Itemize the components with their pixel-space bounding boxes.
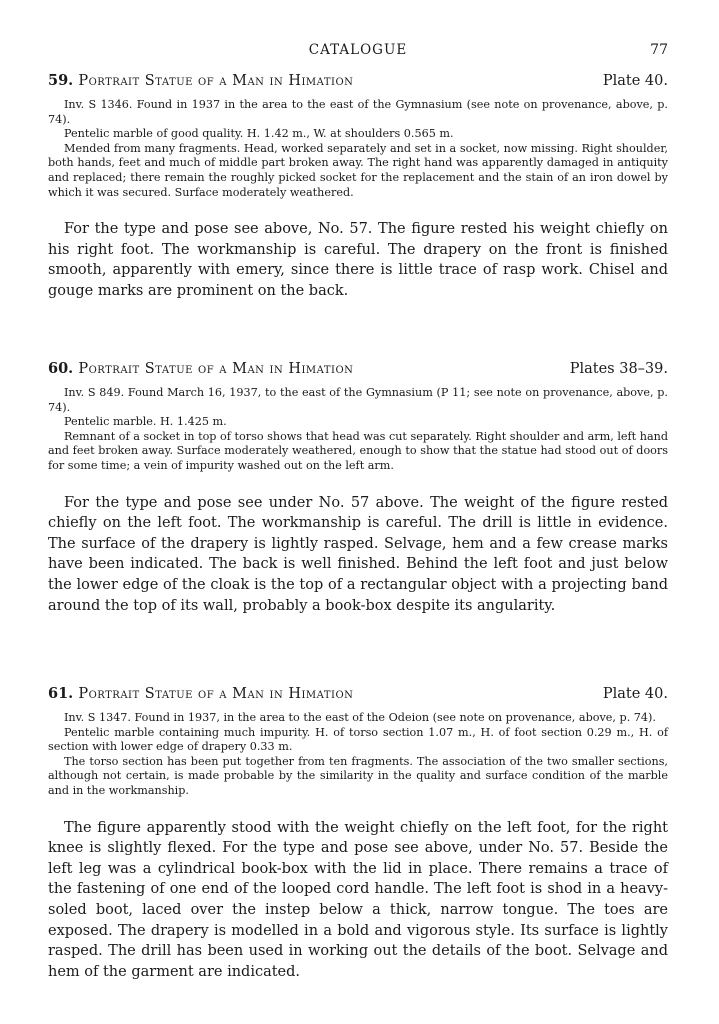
spec-condition: The torso section has been put together from ten fragments. The association of the two smaller sections, although not certain, is made probable by the similarity in the quality and surface condition of the marble and in the workmanship. [48,754,668,797]
entry-heading-left [48,683,353,702]
entry-title: Portrait Statue of a Man in Himation [78,686,354,702]
entry-heading-left [48,358,353,377]
entry-description: For the type and pose see under No. 57 above. The weight of the figure rested chiefly on the left foot. The workmanship is careful. The drill is little in evidence. The surface of the drapery is lightly rasped. Selvage, hem and a few crease marks have been indicated. The back is well finished. Behind the left foot and just below the lower edge of the cloak is the top of a rectangular object with a projecting band around the top of its wall, probably a book-box despite its angularity. [48,494,668,614]
plate-reference: Plate 40. [602,686,668,702]
entry-number: 59. [48,72,74,89]
spec-material: Pentelic marble. H. 1.425 m. [64,415,227,429]
entry-specs [48,711,668,799]
plate-reference: Plates 38–39. [569,361,668,377]
entry-number: 60. [48,360,74,377]
entry-heading-left [48,70,353,89]
entry-title: Portrait Statue of a Man in Himation [78,361,354,377]
spec-condition: Mended from many fragments. Head, worked separately and set in a socket, now missing. Right shoulder, both hands, feet and much of middle part broken away. The right hand was apparently damaged in antiquity and replaced; there remain the roughly picked socket for the replacement and the stain of an iron dowel by which it was secured. Surface moderately weathered. [48,141,668,199]
entry-heading [48,70,668,90]
spec-inventory: Inv. S 1347. Found in 1937, in the area to the east of the Odeion (see note on provenance, above, p. 74). [64,711,656,724]
running-head-title: CATALOGUE [308,42,408,58]
entry-number: 61. [48,685,74,702]
entry-description: The figure apparently stood with the weight chiefly on the left foot, for the right knee is slightly flexed. For the type and pose see above, under No. 57. Beside the left leg was a cylindrical book-box with the lid in place. There remains a trace of the fastening of one end of the looped cord handle. The left foot is shod in a heavy-soled boot, laced over the instep below a thick, narrow tongue. The toes are exposed. The drapery is modelled in a bold and vigorous style. Its surface is lightly rasped. The drill has been used in working out the details of the boot. Selvage and hem of the garment are indicated. [48,819,668,980]
entry-heading [48,683,668,703]
running-head [48,42,668,62]
entry-description: For the type and pose see above, No. 57. The figure rested his weight chiefly on his right foot. The workmanship is careful. The drapery on the front is finished smooth, apparently with emery, since there is little trace of rasp work. Chisel and gouge marks are prominent on the back. [48,221,668,299]
spec-material: Pentelic marble containing much impurity. H. of torso section 1.07 m., H. of foot section 0.29 m., H. of section with lower edge of drapery 0.33 m. [48,725,668,754]
page-number: 77 [650,42,668,58]
entry-specs [48,98,668,200]
spec-inventory: Inv. S 1346. Found in 1937 in the area to the east of the Gymnasium (see note on provenance, above, p. 74). [48,98,668,126]
catalogue-entry-59 [48,70,668,302]
entry-title: Portrait Statue of a Man in Himation [78,73,354,89]
plate-reference: Plate 40. [602,73,668,89]
entry-heading [48,358,668,378]
spec-inventory: Inv. S 849. Found March 16, 1937, to the east of the Gymnasium (P 11; see note on provenance, above, p. 74). [48,386,668,414]
spec-condition: Remnant of a socket in top of torso shows that head was cut separately. Right shoulder and arm, left hand and feet broken away. Surface moderately weathered, enough to show that the statue had stood out of doors for some time; a vein of impurity washed out on the left arm. [48,429,668,472]
catalogue-entry-60 [48,358,668,616]
spec-material: Pentelic marble of good quality. H. 1.42 m., W. at shoulders 0.565 m. [64,127,454,141]
catalogue-entry-61 [48,683,668,982]
entry-specs [48,386,668,474]
